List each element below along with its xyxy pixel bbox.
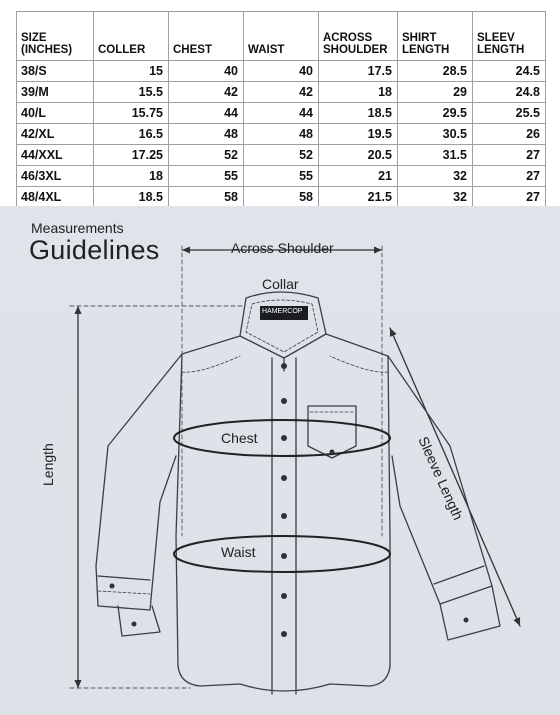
table-row [17,82,546,103]
header-across-shoulder: ACROSS SHOULDER [319,12,398,61]
size-cell: 39/M [17,82,94,103]
size-cell: 48/4XL [17,187,94,208]
brand-tag-text: HAMERCOP [262,308,303,315]
size-cell: 38/S [17,61,94,82]
chest-cell: 52 [169,145,244,166]
sleeve-length-cell: 27 [473,145,546,166]
across-shoulder-cell: 21 [319,166,398,187]
shirt-length-cell: 28.5 [398,61,473,82]
waist-cell: 48 [244,124,319,145]
header-shirt-length: SHIRT LENGTH [398,12,473,61]
chest-cell: 48 [169,124,244,145]
header-collar: COLLER [94,12,169,61]
table-row [17,145,546,166]
header-chest: CHEST [169,12,244,61]
table-row [17,103,546,124]
shirt-length-cell: 29 [398,82,473,103]
collar-cell: 15.5 [94,82,169,103]
collar-cell: 16.5 [94,124,169,145]
chest-cell: 55 [169,166,244,187]
sleeve-length-cell: 27 [473,187,546,208]
shirt-buttons [110,363,469,637]
waist-cell: 55 [244,166,319,187]
chest-cell: 58 [169,187,244,208]
size-chart [0,0,560,206]
size-cell: 42/XL [17,124,94,145]
chest-cell: 44 [169,103,244,124]
length-label: Length [40,443,56,486]
across-shoulder-cell: 18 [319,82,398,103]
across-shoulder-cell: 21.5 [319,187,398,208]
sleeve-length-cell: 27 [473,166,546,187]
collar-cell: 18.5 [94,187,169,208]
collar-cell: 15.75 [94,103,169,124]
size-cell: 46/3XL [17,166,94,187]
table-row [17,187,546,208]
across-shoulder-label: Across Shoulder [231,240,334,256]
collar-cell: 18 [94,166,169,187]
sleeve-length-cell: 24.5 [473,61,546,82]
sleeve-length-label: Sleeve Length [415,434,467,523]
across-shoulder-cell: 18.5 [319,103,398,124]
left-sleeve [96,354,182,610]
sleeve-length-cell: 25.5 [473,103,546,124]
size-chart-header-row [17,12,546,61]
table-row [17,61,546,82]
chest-cell: 40 [169,61,244,82]
shirt-length-cell: 29.5 [398,103,473,124]
collar-cell: 15 [94,61,169,82]
table-row [17,124,546,145]
guide-title: Guidelines [29,235,160,265]
sleeve-length-cell: 26 [473,124,546,145]
waist-label: Waist [221,544,256,560]
shirt-length-cell: 30.5 [398,124,473,145]
across-shoulder-cell: 19.5 [319,124,398,145]
chest-label: Chest [221,430,258,446]
guide-subtitle: Measurements [31,220,124,236]
waist-cell: 58 [244,187,319,208]
across-shoulder-cell: 17.5 [319,61,398,82]
size-cell: 40/L [17,103,94,124]
table-row [17,166,546,187]
size-cell: 44/XXL [17,145,94,166]
waist-cell: 44 [244,103,319,124]
header-waist: WAIST [244,12,319,61]
header-sleeve-length: SLEEV LENGTH [473,12,546,61]
waist-cell: 40 [244,61,319,82]
sleeve-length-arrow [390,328,520,626]
shirt-length-cell: 32 [398,166,473,187]
measurement-guide [0,206,560,715]
size-chart-table [16,11,546,208]
shirt-length-cell: 32 [398,187,473,208]
across-shoulder-cell: 20.5 [319,145,398,166]
header-size: SIZE (INCHES) [17,12,94,61]
chest-cell: 42 [169,82,244,103]
waist-cell: 42 [244,82,319,103]
collar-label: Collar [262,276,299,292]
sleeve-length-cell: 24.8 [473,82,546,103]
shirt-collar [240,292,326,358]
waist-cell: 52 [244,145,319,166]
collar-cell: 17.25 [94,145,169,166]
shirt-length-cell: 31.5 [398,145,473,166]
